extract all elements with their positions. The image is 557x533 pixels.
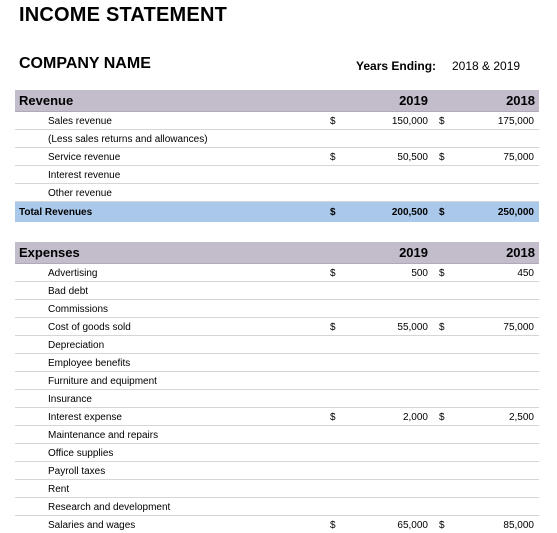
table-row[interactable] [15,336,539,354]
currency-2019: $ [330,152,336,163]
expenses-section [15,242,539,533]
table-row[interactable] [15,300,539,318]
row-label: Other revenue [48,188,112,199]
currency-2019: $ [330,268,336,279]
row-label: Commissions [48,304,109,315]
revenue-heading: Revenue [19,93,74,108]
row-label: Salaries and wages [48,520,136,531]
years-ending-value[interactable]: 2018 & 2019 [452,59,521,73]
company-name[interactable]: COMPANY NAME [19,55,151,72]
expenses-year-2019-header: 2019 [399,245,428,260]
table-row[interactable] [15,408,539,426]
value-2018[interactable]: 450 [517,268,534,279]
value-2018[interactable]: 85,000 [503,520,534,531]
currency-2019: $ [330,520,336,531]
table-row[interactable] [15,184,539,202]
revenue-year-2019-header: 2019 [399,93,428,108]
currency-2019: $ [330,412,336,423]
total-revenues-label: Total Revenues [19,207,93,218]
row-label: Service revenue [48,152,121,163]
page-title: INCOME STATEMENT [19,4,228,26]
expenses-heading: Expenses [19,245,80,260]
value-2019[interactable]: 150,000 [391,116,428,127]
table-row[interactable] [15,390,539,408]
table-row[interactable] [15,480,539,498]
value-2018[interactable]: 175,000 [497,116,534,127]
table-row[interactable] [15,498,539,516]
revenue-rows [15,112,539,202]
value-2019[interactable]: 50,500 [397,152,428,163]
row-label: Interest revenue [48,170,121,181]
row-label: Employee benefits [48,358,131,369]
row-label: (Less sales returns and allowances) [48,134,208,145]
currency-2018: $ [439,152,445,163]
expenses-header-row [15,242,539,264]
years-ending-label: Years Ending: [356,59,437,73]
table-row[interactable] [15,516,539,533]
table-row[interactable] [15,462,539,480]
total-revenues-row[interactable] [15,202,539,222]
value-2018[interactable]: 2,500 [508,412,534,423]
row-label: Cost of goods sold [48,322,131,333]
row-label: Sales revenue [48,116,112,127]
total-currency-2019: $ [330,207,336,218]
row-label: Furniture and equipment [48,376,157,387]
row-label: Interest expense [48,412,122,423]
currency-2018: $ [439,268,445,279]
row-label: Payroll taxes [48,466,106,477]
table-row[interactable] [15,130,539,148]
total-currency-2018: $ [439,207,445,218]
value-2019[interactable]: 2,000 [402,412,428,423]
expenses-rows [15,264,539,533]
table-row[interactable] [15,318,539,336]
table-row[interactable] [15,282,539,300]
table-row[interactable] [15,264,539,282]
revenue-section [15,90,539,222]
table-row[interactable] [15,148,539,166]
row-label: Maintenance and repairs [48,430,159,441]
table-row[interactable] [15,354,539,372]
currency-2018: $ [439,116,445,127]
value-2019[interactable]: 65,000 [397,520,428,531]
row-label: Bad debt [48,286,89,297]
table-row[interactable] [15,166,539,184]
row-label: Insurance [48,394,92,405]
total-value-2018[interactable]: 250,000 [497,207,534,218]
value-2018[interactable]: 75,000 [503,322,534,333]
row-label: Advertising [48,268,98,279]
currency-2019: $ [330,322,336,333]
table-row[interactable] [15,372,539,390]
row-label: Depreciation [48,340,105,351]
value-2019[interactable]: 55,000 [397,322,428,333]
currency-2019: $ [330,116,336,127]
table-row[interactable] [15,444,539,462]
expenses-year-2018-header: 2018 [506,245,535,260]
currency-2018: $ [439,322,445,333]
currency-2018: $ [439,412,445,423]
value-2018[interactable]: 75,000 [503,152,534,163]
row-label: Research and development [48,502,171,513]
total-value-2019[interactable]: 200,500 [391,207,428,218]
table-row[interactable] [15,112,539,130]
revenue-year-2018-header: 2018 [506,93,535,108]
row-label: Rent [48,484,70,495]
row-label: Office supplies [48,448,114,459]
table-row[interactable] [15,426,539,444]
revenue-header-row [15,90,539,112]
value-2019[interactable]: 500 [411,268,428,279]
currency-2018: $ [439,520,445,531]
